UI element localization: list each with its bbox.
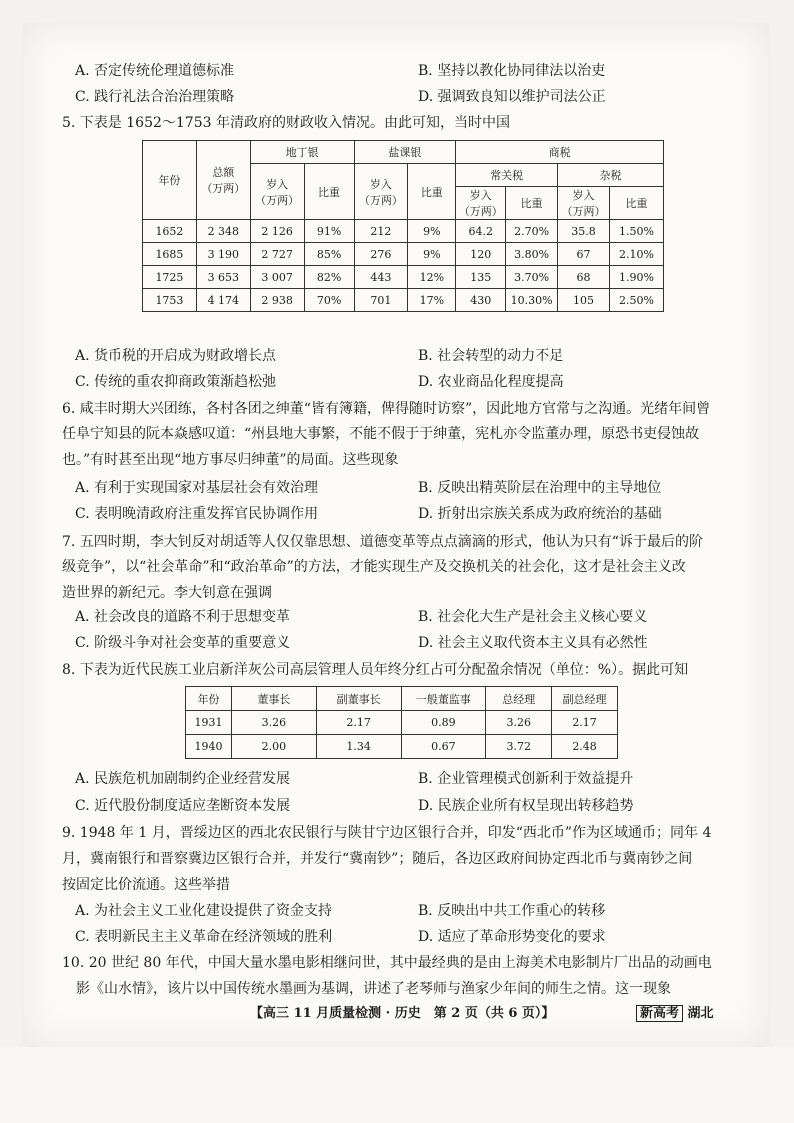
q5-option-a: A. 货币税的开启成为财政增长点 <box>75 348 277 364</box>
q5-option-b: B. 社会转型的动力不足 <box>418 348 564 364</box>
cell: 2 938 <box>250 289 304 312</box>
cell: 82% <box>304 266 354 289</box>
cell: 70% <box>304 289 354 312</box>
cell: 3.70% <box>506 266 558 289</box>
exam-tag <box>636 1005 714 1023</box>
q5-option-c: C. 传统的重农抑商政策渐趋松弛 <box>75 374 277 390</box>
th-total-unit: （万两） <box>201 182 246 195</box>
table-header-row <box>186 687 618 711</box>
cell: 4 174 <box>196 289 250 312</box>
cell: 2 126 <box>250 220 304 243</box>
th-customs-ratio: 比重 <box>506 187 558 220</box>
column-header: 董事长 <box>231 687 316 711</box>
cell: 443 <box>354 266 408 289</box>
cell: 701 <box>354 289 408 312</box>
q7-line-3: 造世界的新纪元。李大钊意在强调 <box>62 585 272 601</box>
cell: 3 653 <box>196 266 250 289</box>
q8-option-b: B. 企业管理模式创新利于效益提升 <box>418 771 634 787</box>
q4-option-c: C. 践行礼法合治治理策略 <box>75 89 235 105</box>
table-row <box>186 711 618 735</box>
column-header: 副总经理 <box>552 687 618 711</box>
q9-line-2: 月，冀南银行和晋察冀边区银行合并，并发行“冀南钞”；随后，各边区政府间协定西北币与冀南钞之间 <box>62 851 693 867</box>
region-label: 湖北 <box>687 1006 714 1021</box>
th-misc-income <box>558 187 610 220</box>
q9-line-3: 按固定比价流通。这些举措 <box>62 877 230 893</box>
cell: 2 348 <box>196 220 250 243</box>
page-footer: 【高三 11 月质量检测 · 历史 第 2 页（共 6 页）】 <box>250 1006 555 1021</box>
q9-option-a: A. 为社会主义工业化建设提供了资金支持 <box>75 903 333 919</box>
th-land-ratio: 比重 <box>304 164 354 220</box>
th-commerce-tax: 商税 <box>456 141 664 164</box>
column-header: 年份 <box>186 687 232 711</box>
column-header: 一般董监事 <box>401 687 486 711</box>
table-row <box>143 266 664 289</box>
q9-option-c: C. 表明新民主主义革命在经济领域的胜利 <box>75 929 333 945</box>
cell: 3.26 <box>486 711 552 735</box>
cell: 3 190 <box>196 243 250 266</box>
cell: 2.00 <box>231 735 316 759</box>
q8-option-c: C. 近代股份制度适应垄断资本发展 <box>75 798 291 814</box>
table-row <box>143 220 664 243</box>
q8-stem: 8. 下表为近代民族工业启新洋灰公司高层管理人员年终分红占可分配盈余情况（单位：%）。据此可知 <box>62 662 689 678</box>
q5-finance-table <box>142 140 664 312</box>
cell: 2.50% <box>610 289 664 312</box>
th-customs: 常关税 <box>456 164 558 187</box>
th-income-label: 岁入 <box>572 189 595 202</box>
th-income-label: 岁入 <box>369 177 392 191</box>
th-income-label: 岁入 <box>469 189 492 202</box>
th-salt-income <box>354 164 408 220</box>
cell: 91% <box>304 220 354 243</box>
th-customs-income <box>456 187 506 220</box>
th-income-unit: （万两） <box>458 205 503 218</box>
page-bottom-margin <box>0 1047 794 1123</box>
cell: 1.34 <box>316 735 401 759</box>
th-misc-ratio: 比重 <box>610 187 664 220</box>
q8-option-d: D. 民族企业所有权呈现出转移趋势 <box>418 798 634 814</box>
cell: 2.48 <box>552 735 618 759</box>
cell: 105 <box>558 289 610 312</box>
q4-option-a: A. 否定传统伦理道德标准 <box>75 63 235 79</box>
q8-option-a: A. 民族危机加剧制约企业经营发展 <box>75 771 291 787</box>
cell: 2 727 <box>250 243 304 266</box>
cell: 85% <box>304 243 354 266</box>
q6-option-a: A. 有利于实现国家对基层社会有效治理 <box>75 480 319 496</box>
exam-type-badge: 新高考 <box>636 1005 683 1022</box>
cell: 0.67 <box>401 735 486 759</box>
cell: 3.80% <box>506 243 558 266</box>
q5-option-d: D. 农业商品化程度提高 <box>418 374 564 390</box>
q6-option-b: B. 反映出精英阶层在治理中的主导地位 <box>418 480 662 496</box>
th-income-unit: （万两） <box>561 205 606 218</box>
q7-option-d: D. 社会主义取代资本主义具有必然性 <box>418 635 648 651</box>
q6-line-2: 任阜宁知县的阮本焱感叹道：“州县地大事繁，不能不假于于绅董，宪札亦令监董办理，原恐书吏侵蚀故 <box>62 426 700 442</box>
table-row <box>143 289 664 312</box>
q6-line-1: 6. 咸丰时期大兴团练，各村各团之绅董“皆有簿籍，俾得随时访察”，因此地方官常与之沟通。光绪年间曾 <box>62 401 711 417</box>
th-total <box>196 141 250 220</box>
q7-option-a: A. 社会改良的道路不利于思想变革 <box>75 609 291 625</box>
cell: 2.10% <box>610 243 664 266</box>
th-salt-tax: 盐课银 <box>354 141 456 164</box>
q7-option-c: C. 阶级斗争对社会变革的重要意义 <box>75 635 291 651</box>
q10-line-2: 影《山水情》，该片以中国传统水墨画为基调，讲述了老琴师与渔家少年间的师生之情。这一现象 <box>76 981 671 997</box>
cell: 9% <box>408 220 456 243</box>
column-header: 总经理 <box>486 687 552 711</box>
q6-option-d: D. 折射出宗族关系成为政府统治的基础 <box>418 506 662 522</box>
th-salt-ratio: 比重 <box>408 164 456 220</box>
cell: 1.90% <box>610 266 664 289</box>
cell: 3.72 <box>486 735 552 759</box>
q9-option-b: B. 反映出中共工作重心的转移 <box>418 903 606 919</box>
th-year: 年份 <box>143 141 197 220</box>
q7-line-2: 级竞争”，以“社会革命”和“政治革命”的方法，才能实现生产及交换机关的社会化，这才是社会主义改 <box>62 559 686 575</box>
cell: 2.17 <box>552 711 618 735</box>
cell: 1753 <box>143 289 197 312</box>
th-total-label: 总额 <box>212 166 235 179</box>
cell: 1652 <box>143 220 197 243</box>
th-land-tax: 地丁银 <box>250 141 354 164</box>
cell: 3 007 <box>250 266 304 289</box>
cell: 2.17 <box>316 711 401 735</box>
cell: 2.70% <box>506 220 558 243</box>
cell: 1725 <box>143 266 197 289</box>
cell: 1940 <box>186 735 232 759</box>
cell: 120 <box>456 243 506 266</box>
cell: 3.26 <box>231 711 316 735</box>
cell: 67 <box>558 243 610 266</box>
cell: 35.8 <box>558 220 610 243</box>
q4-option-d: D. 强调致良知以维护司法公正 <box>418 89 606 105</box>
cell: 64.2 <box>456 220 506 243</box>
cell: 1931 <box>186 711 232 735</box>
cell: 68 <box>558 266 610 289</box>
cell: 1685 <box>143 243 197 266</box>
q9-option-d: D. 适应了革命形势变化的要求 <box>418 929 606 945</box>
q8-bonus-table <box>185 686 618 759</box>
cell: 0.89 <box>401 711 486 735</box>
cell: 135 <box>456 266 506 289</box>
table-row <box>186 735 618 759</box>
q7-line-1: 7. 五四时期，李大钊反对胡适等人仅仅靠思想、道德变革等点点滴滴的形式，他认为只有“诉于最后的阶 <box>62 534 703 550</box>
q6-option-c: C. 表明晚清政府注重发挥官民协调作用 <box>75 506 319 522</box>
cell: 1.50% <box>610 220 664 243</box>
q6-line-3: 也。”有时甚至出现“地方事尽归绅董”的局面。这些现象 <box>62 452 399 468</box>
column-header: 副董事长 <box>316 687 401 711</box>
q7-option-b: B. 社会化大生产是社会主义核心要义 <box>418 609 648 625</box>
cell: 212 <box>354 220 408 243</box>
q9-line-1: 9. 1948 年 1 月，晋绥边区的西北农民银行与陕甘宁边区银行合并，印发“西北币”作为区域通币；同年 4 <box>62 825 712 841</box>
cell: 276 <box>354 243 408 266</box>
th-income-label: 岁入 <box>266 177 289 191</box>
cell: 17% <box>408 289 456 312</box>
cell: 430 <box>456 289 506 312</box>
q4-option-b: B. 坚持以教化协同律法以治吏 <box>418 63 606 79</box>
cell: 10.30% <box>506 289 558 312</box>
cell: 9% <box>408 243 456 266</box>
th-land-income <box>250 164 304 220</box>
th-income-unit: （万两） <box>255 193 300 207</box>
th-misc: 杂税 <box>558 164 664 187</box>
q10-line-1: 10. 20 世纪 80 年代，中国大量水墨电影相继问世，其中最经典的是由上海美术电影制片厂出品的动画电 <box>62 955 712 971</box>
th-income-unit: （万两） <box>358 193 403 207</box>
table-row <box>143 243 664 266</box>
q5-stem: 5. 下表是 1652～1753 年清政府的财政收入情况。由此可知，当时中国 <box>62 115 510 131</box>
cell: 12% <box>408 266 456 289</box>
